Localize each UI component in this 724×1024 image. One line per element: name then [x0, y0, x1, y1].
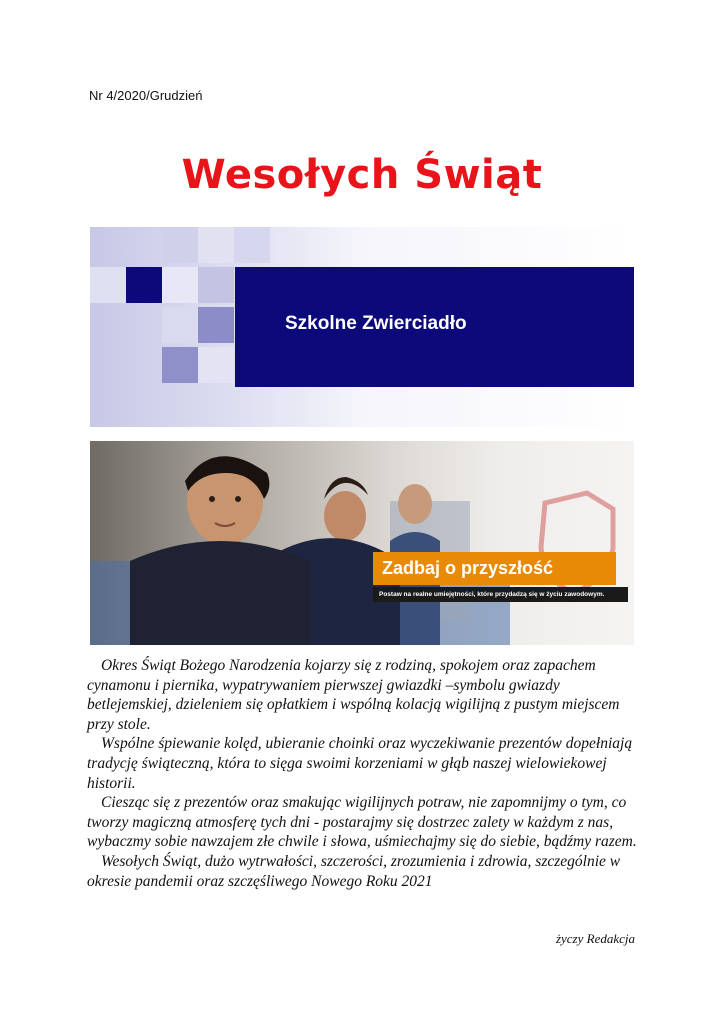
page-title: Wesołych Świąt — [181, 152, 543, 198]
banner-square — [198, 347, 234, 383]
article-body — [87, 656, 647, 891]
banner-square — [198, 307, 234, 343]
issue-number: Nr 4/2020/Grudzień — [89, 88, 203, 103]
banner-square — [198, 227, 234, 263]
banner-square — [162, 347, 198, 383]
article-paragraph: Ciesząc się z prezentów oraz smakując wigilijnych potraw, nie zapomnijmy o tym, co tworzy magiczną atmosferę tych dni - postarajmy się dostrzec zalety w każdym z nas, wybaczmy sobie nawzajem złe chwile i słowa, uśmiechajmy się do siebie, bądźmy razem. — [87, 794, 637, 851]
newspaper-banner — [90, 227, 634, 427]
article-paragraph: Okres Świąt Bożego Narodzenia kojarzy się z rodziną, spokojem oraz zapachem cynamonu i piernika, wypatrywaniem pierwszej gwiazdki –symbolu gwiazdy betlejemskiej, dzieleniem się opłatkiem i wspólną kolacją wigilijną z pustym miejscem przy stole. — [87, 657, 620, 733]
banner-square — [90, 267, 126, 303]
banner-square — [234, 227, 270, 263]
banner-title: Szkolne Zwierciadło — [285, 313, 467, 334]
students-illustration — [90, 441, 634, 645]
article-paragraph: Wspólne śpiewanie kolęd, ubieranie choinki oraz wyczekiwanie prezentów dopełniają tradycję świąteczną, która to sięga swoimi korzeniami w głąb naszej wielowiekowej historii. — [87, 735, 633, 792]
school-advert-photo — [90, 441, 634, 645]
banner-square — [126, 267, 162, 303]
banner-square — [162, 227, 198, 263]
promo-headline: Zadbaj o przyszłość — [373, 552, 616, 585]
promo-subline: Postaw na realne umiejętności, które przydadzą się w życiu zawodowym. — [373, 587, 628, 602]
banner-square — [162, 307, 198, 343]
banner-square — [162, 267, 198, 303]
signature: życzy Redakcja — [555, 931, 635, 946]
article-paragraph: Wesołych Świąt, dużo wytrwałości, szczerości, zrozumienia i zdrowia, szczególnie w okresie pandemii oraz szczęśliwego Nowego Roku 2021 — [87, 852, 621, 890]
banner-square — [198, 267, 234, 303]
